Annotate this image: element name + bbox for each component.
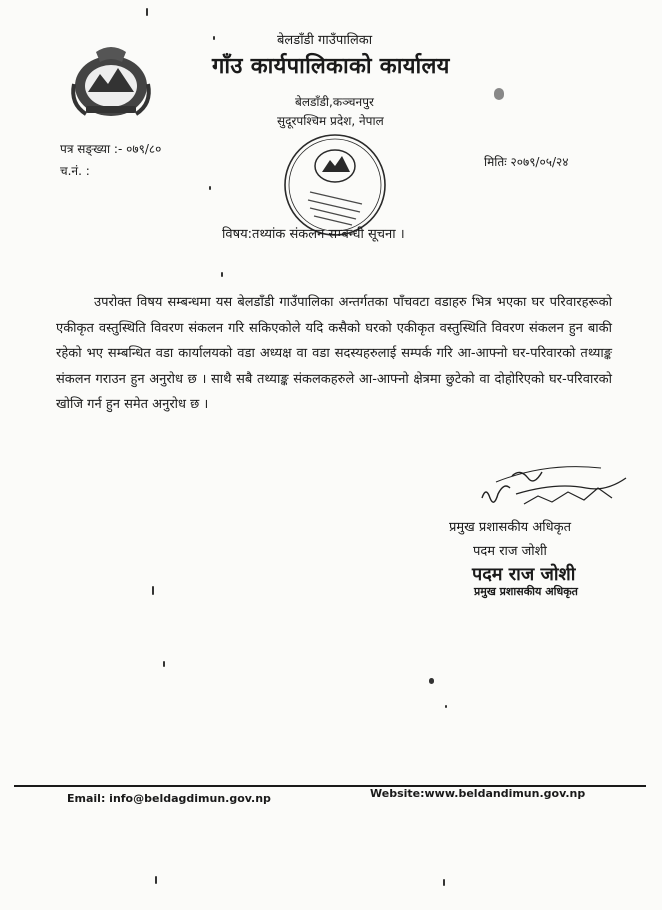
handwritten-signature — [476, 458, 636, 518]
scan-speck — [213, 36, 215, 40]
scan-speck — [146, 8, 148, 16]
scan-speck — [152, 586, 154, 595]
scan-speck — [443, 879, 445, 886]
address-line-1: बेलडाँडी,कञ्चनपुर — [295, 95, 374, 109]
signatory-name: पदम राज जोशी — [473, 544, 547, 559]
nepal-emblem-icon — [66, 44, 156, 120]
scan-speck — [155, 876, 157, 884]
address-line-2: सुदूरपश्चिम प्रदेश, नेपाल — [277, 114, 384, 128]
letter-date: मितिः २०७९/०५/२४ — [484, 155, 569, 169]
reference-number: पत्र सङ्ख्या :- ०७९/८० — [60, 142, 162, 156]
subject-line: विषय:तथ्यांक संकलन सम्बन्धी सूचना । — [222, 227, 405, 242]
scan-speck — [445, 705, 447, 708]
title-stamp: प्रमुख प्रशासकीय अधिकृत — [474, 585, 578, 598]
notice-body: उपरोक्त विषय सम्बन्धमा यस बेलडाँडी गाउँपालिका अन्तर्गतका पाँचवटा वडाहरु भित्र भएका घर परिवारहरूको एकीकृत वस्तुस्थिति विवरण संकलन गरि सकिएकोले यदि कसैको घरको एकीकृत वस्तुस्थिति विवरण संकलन हुन बाकी रहेको भए सम्बन्धित वडा कार्यालयको वडा अध्यक्ष वा वडा सदस्यहरुलाई सम्पर्क गरि आ-आफ्नो घर-परिवारको तथ्याङ्क संकलन गराउन हुन अनुरोध छ । साथै सबै तथ्याङ्क संकलकहरुले आ-आफ्नो क्षेत्रमा छुटेको वा दोहोरिएको घर-परिवारको खोजि गर्न हुन समेत अनुरोध छ । — [56, 295, 612, 412]
scan-speck — [163, 661, 165, 667]
dispatch-number: च.नं. : — [60, 164, 90, 178]
footer-website: Website:www.beldandimun.gov.np — [370, 787, 586, 800]
name-stamp: पदम राज जोशी — [472, 564, 576, 585]
office-name: बेलडाँडी गाउँपालिका — [277, 33, 373, 48]
scan-speck — [494, 88, 504, 100]
scan-speck — [209, 186, 211, 190]
letterhead-title: गाँउ कार्यपालिकाको कार्यालय — [212, 54, 450, 79]
footer-email: Email: info@beldagdimun.gov.np — [67, 792, 271, 805]
scan-speck — [429, 678, 434, 684]
scan-speck — [221, 272, 223, 277]
signatory-title: प्रमुख प्रशासकीय अधिकृत — [449, 520, 572, 535]
